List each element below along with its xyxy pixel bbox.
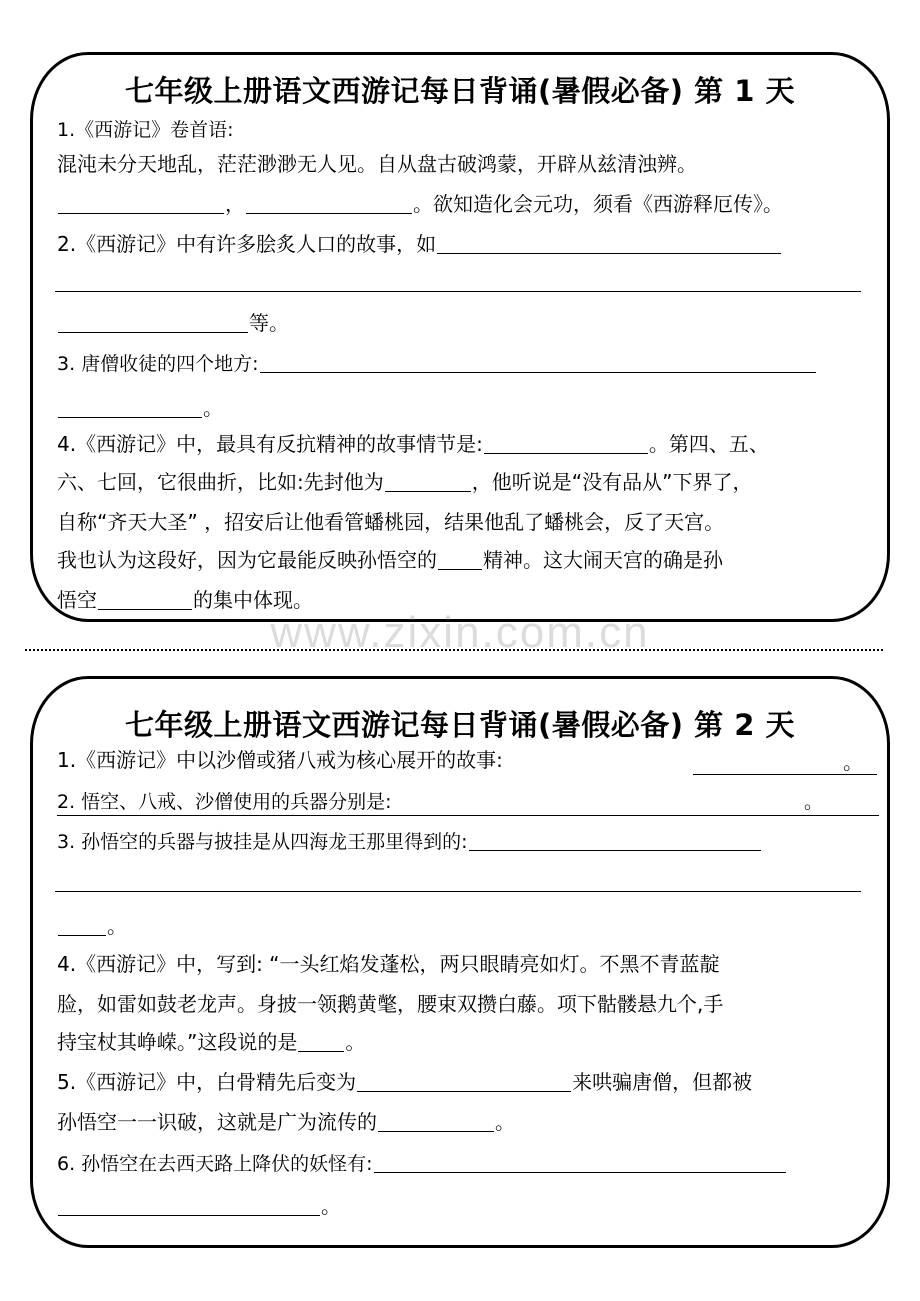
answer-blank[interactable] <box>438 549 482 570</box>
day2-title: 七年级上册语文西游记每日背诵(暑假必备) 第 2 天 <box>125 708 795 742</box>
day2-q5-mid: 来哄骗唐僧，但都被 <box>572 1070 753 1094</box>
day1-q4-line5 <box>57 587 865 613</box>
day2-q1-end: 。 <box>843 750 863 774</box>
day1-q3-cont <box>57 395 865 421</box>
answer-blank[interactable] <box>374 1153 786 1173</box>
day1-q3 <box>57 351 865 377</box>
answer-blank[interactable] <box>385 471 471 492</box>
day2-q3-end: 。 <box>107 914 127 938</box>
answer-blank[interactable] <box>484 433 648 454</box>
answer-blank[interactable] <box>58 312 248 333</box>
dotted-separator <box>25 649 883 651</box>
day2-q4-c-end: 。 <box>345 1030 366 1054</box>
day1-q2 <box>57 231 865 257</box>
comma: ， <box>225 192 245 216</box>
answer-blank[interactable] <box>58 915 106 936</box>
day2-q5-start: 5.《西游记》中，白骨精先后变为 <box>57 1070 357 1094</box>
day1-q4-line3: 自称“齐天大圣” ，招安后让他看管蟠桃园，结果他乱了蟠桃会，反了天宫。 <box>57 510 725 534</box>
day1-q2-cont <box>57 310 865 336</box>
day1-card <box>30 52 890 622</box>
day1-q4-d-start: 我也认为这段好，因为它最能反映孙悟空的 <box>57 548 437 572</box>
day1-q4-e-end: 的集中体现。 <box>193 588 313 612</box>
answer-line[interactable] <box>55 291 861 292</box>
answer-blank[interactable] <box>298 1031 344 1052</box>
day2-q6 <box>57 1151 865 1177</box>
answer-blank[interactable] <box>437 233 781 254</box>
answer-blank[interactable] <box>58 193 224 214</box>
day1-q4-a-end: 。第四、五、 <box>648 432 769 456</box>
day2-q4-line1: 4.《西游记》中，写到: “一头红焰发蓬松，两只眼睛亮如灯。不黑不青蓝靛 <box>57 952 720 976</box>
day2-card <box>30 676 890 1248</box>
answer-blank[interactable] <box>58 397 202 418</box>
answer-blank[interactable] <box>378 1111 494 1132</box>
day1-q4-b-start: 六、七回，它很曲折，比如:先封他为 <box>57 470 384 494</box>
day2-q2-end: 。 <box>803 791 823 813</box>
day2-q6-start: 6. 孙悟空在去西天路上降伏的妖怪有: <box>57 1153 373 1175</box>
day2-q6-end: 。 <box>321 1194 341 1218</box>
day1-q1-end: 。欲知造化会元功，须看《西游释厄传》。 <box>413 192 783 216</box>
day1-q4-line2 <box>57 469 865 495</box>
answer-blank[interactable] <box>98 589 192 610</box>
day1-q4-line1 <box>57 431 865 457</box>
day2-q4-line2: 脸，如雷如鼓老龙声。身披一领鹅黄氅，腰束双攒白藤。项下骷髅悬九个,手 <box>57 992 724 1016</box>
day2-q5-b-end: 。 <box>495 1110 515 1134</box>
watermark: www.zixin.com.cn <box>270 608 650 657</box>
day1-q3-end: 。 <box>203 396 223 420</box>
day2-q2-text: 2. 悟空、八戒、沙僧使用的兵器分别是: <box>57 791 392 813</box>
day1-q4-a: 4.《西游记》中，最具有反抗精神的故事情节是: <box>57 432 483 456</box>
day2-q2 <box>57 789 879 816</box>
day2-q4-line3 <box>57 1029 865 1055</box>
day2-q5-line2 <box>57 1109 865 1135</box>
day1-q2-end: 等。 <box>249 311 289 335</box>
answer-blank[interactable] <box>58 1195 320 1216</box>
answer-blank[interactable] <box>246 193 412 214</box>
answer-blank[interactable] <box>260 353 816 373</box>
day2-q5-line1 <box>57 1069 865 1095</box>
day2-q3-start: 3. 孙悟空的兵器与披挂是从四海龙王那里得到的: <box>57 831 468 853</box>
day1-q4-line4 <box>57 547 865 573</box>
day1-q1-poem: 混沌未分天地乱，茫茫渺渺无人见。自从盘古破鸿蒙，开辟从兹清浊辨。 <box>57 152 697 176</box>
day1-q1-fill <box>57 191 865 217</box>
day1-q4-d-end: 精神。这大闹天宫的确是孙 <box>483 548 723 572</box>
day1-q4-e-start: 悟空 <box>57 588 97 612</box>
answer-line[interactable] <box>55 891 861 892</box>
day2-q3 <box>57 829 865 855</box>
day2-q6-cont <box>57 1193 865 1219</box>
day2-q3-cont <box>57 913 865 939</box>
answer-blank[interactable] <box>693 749 877 775</box>
day1-q2-start: 2.《西游记》中有许多脍炙人口的故事，如 <box>57 232 437 256</box>
day1-q1-label: 1.《西游记》卷首语: <box>57 119 234 141</box>
day2-q5-b-start: 孙悟空一一识破，这就是广为流传的 <box>57 1110 377 1134</box>
answer-blank[interactable] <box>469 831 761 851</box>
day1-q4-b-end: ，他听说是“没有品从”下界了， <box>471 470 753 494</box>
day2-q1-text: 1.《西游记》中以沙僧或猪八戒为核心展开的故事: <box>57 748 503 772</box>
answer-blank[interactable] <box>357 1071 571 1092</box>
day2-q4-c-start: 持宝杖其峥嵘。”这段说的是 <box>57 1030 298 1054</box>
day1-title: 七年级上册语文西游记每日背诵(暑假必备) 第 1 天 <box>125 74 795 108</box>
day1-q3-start: 3. 唐僧收徒的四个地方: <box>57 353 259 375</box>
